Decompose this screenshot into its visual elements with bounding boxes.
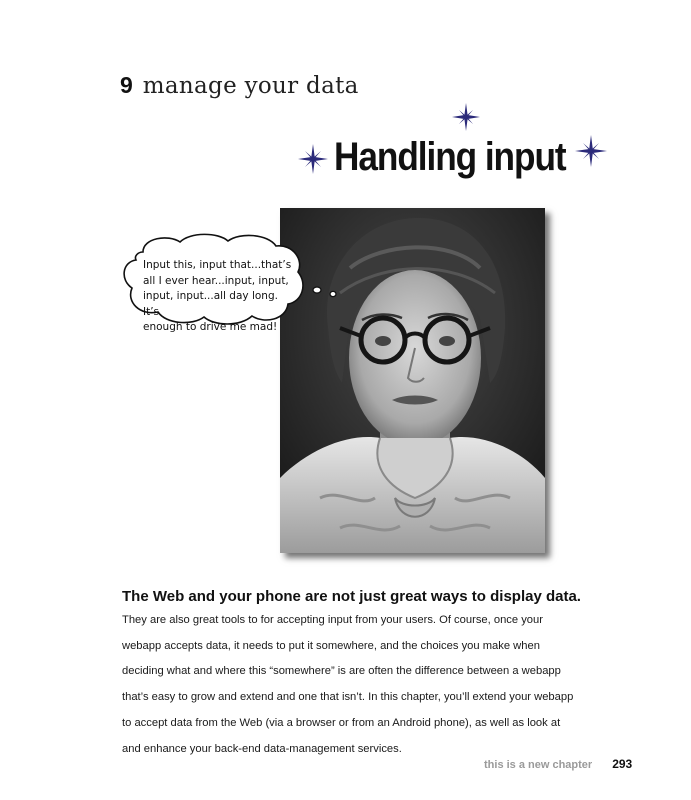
sparkle-icon (574, 134, 608, 168)
paragraph-line: and enhance your back-end data-management services. (122, 742, 402, 755)
sparkle-icon (451, 102, 481, 132)
chapter-number: 9 (120, 72, 133, 98)
paragraph-line: They are also great tools to for accepting input from your users. Of course, once your (122, 614, 543, 626)
intro-heading: The Web and your phone are not just great ways to display data. (122, 588, 581, 605)
paragraph-line: deciding what and where this “somewhere” is are often the difference between a webapp (122, 665, 561, 678)
thought-bubble-tail (308, 284, 340, 300)
paragraph-line: that’s easy to grow and extend and one that isn’t. In this chapter, you’ll extend your webapp (122, 691, 574, 704)
chapter-label: manage your data (142, 73, 359, 99)
paragraph-line: webapp accepts data, it needs to put it somewhere, and the choices you make when (122, 639, 540, 652)
page-footer (484, 755, 632, 773)
intro-paragraph (122, 608, 582, 762)
paragraph-line: to accept data from the Web (via a browser or from an Android phone), as well as look at (122, 716, 561, 729)
bubble-line: all I ever hear...input, input, (143, 274, 289, 287)
chapter-heading (120, 72, 359, 106)
page-number: 293 (612, 757, 633, 771)
sparkle-icon (297, 143, 329, 175)
chapter-title: Handling input (334, 135, 566, 179)
bubble-line: Input this, input that...that’s (143, 259, 292, 271)
bubble-line: input, input...all day long. It’s (143, 290, 278, 318)
thought-bubble-text (143, 258, 293, 336)
bubble-line: enough to drive me mad! (143, 321, 278, 333)
portrait-photo (280, 208, 545, 553)
footer-label: this is a new chapter (484, 759, 593, 771)
